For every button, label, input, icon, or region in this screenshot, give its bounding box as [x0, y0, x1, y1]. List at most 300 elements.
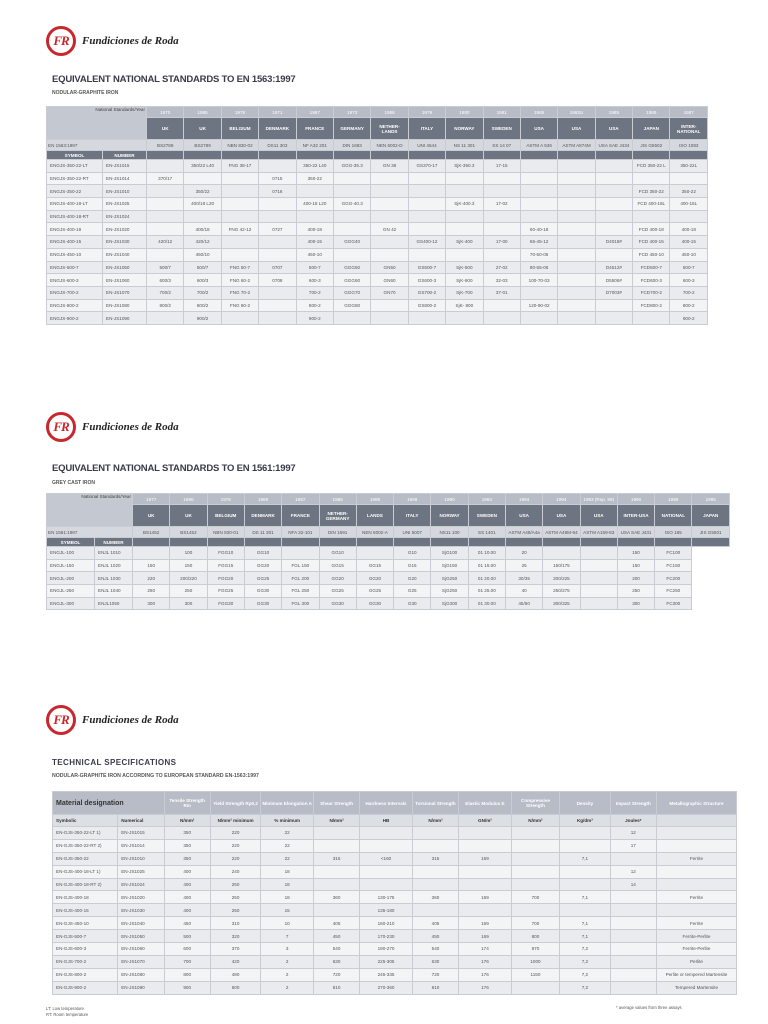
blank-header [244, 538, 281, 547]
table-row [47, 236, 708, 249]
value-cell: 420/12 [184, 236, 221, 249]
symbol-cell: ENGJS-400-18 [47, 223, 103, 236]
value-cell [313, 878, 359, 891]
numerical-cell: EN-JS1024 [118, 878, 164, 891]
year-cell: 1969 [394, 494, 431, 505]
value-cell: 810 [412, 981, 458, 994]
value-cell: 300 [170, 597, 207, 610]
value-cell: 18 [261, 865, 314, 878]
value-cell: SjK-400.3 [446, 198, 483, 211]
blank-header [617, 538, 654, 547]
value-cell: 900-2 [670, 312, 708, 325]
value-cell: FGG30 [207, 597, 244, 610]
value-cell: FC250 [655, 585, 692, 598]
country-cell: LANDS [356, 505, 393, 527]
year-cell: 1990 [617, 494, 654, 505]
value-cell: 250/275 [543, 585, 580, 598]
symbol-cell: ENGJL-200 [47, 572, 95, 585]
value-cell [360, 878, 413, 891]
country-cell: UK [147, 118, 184, 140]
value-cell: GN60 [371, 274, 408, 287]
value-cell [446, 210, 483, 223]
value-cell: GGG70 [333, 286, 370, 299]
value-cell: 169 [459, 930, 512, 943]
value-cell: 800-2 [670, 299, 708, 312]
standard-cell: ASTM A 536 [520, 140, 557, 151]
value-cell: 870 [511, 943, 559, 956]
section1-title: EQUIVALENT NATIONAL STANDARDS TO EN 1563:1997 [52, 74, 296, 85]
number-cell: ENJL1050 [95, 597, 133, 610]
number-cell: EN-JS1090 [103, 312, 147, 325]
value-cell: 1150 [511, 968, 559, 981]
value-cell: 7,2 [560, 968, 611, 981]
value-cell [446, 185, 483, 198]
company-logo-2 [46, 412, 179, 442]
standard-cell: DIN 1691 [319, 527, 356, 538]
section1-subtitle: NODULAR-GRAPHITE IRON [52, 90, 119, 96]
value-cell: 27-02 [483, 261, 520, 274]
standard-cell: BS1452 [133, 527, 170, 538]
value-cell: 315 [412, 852, 458, 865]
value-cell [412, 865, 458, 878]
country-cell: NETHER-GERMANY [319, 505, 356, 527]
number-cell: EN-JS1040 [103, 248, 147, 261]
value-cell [459, 904, 512, 917]
fr-logo-icon: FR [46, 26, 76, 56]
country-cell: NATIONAL [655, 505, 692, 527]
blank-header [483, 151, 520, 160]
property-header: Elastic Modulus E [459, 792, 512, 815]
value-cell [371, 185, 408, 198]
blank-header [655, 538, 692, 547]
table-row [53, 865, 737, 878]
value-cell: 169 [459, 917, 512, 930]
country-cell: GERMANY [333, 118, 370, 140]
value-cell: 150 [133, 559, 170, 572]
standard-cell: NFA 32-101 [282, 527, 319, 538]
value-cell: 18 [261, 891, 314, 904]
value-cell [147, 312, 184, 325]
value-cell: 250 [170, 585, 207, 598]
symbolic-cell: EN-GJS-400-15 [53, 904, 118, 917]
standard-cell: USA SAE J431 [617, 527, 654, 538]
value-cell: 900-2 [296, 312, 333, 325]
year-cell: 1986 [655, 494, 692, 505]
value-cell: 450/10 [184, 248, 221, 261]
value-cell: 400 [164, 891, 210, 904]
country-cell: INTER-USA [617, 505, 654, 527]
property-header: Tensile Strength Rm [164, 792, 210, 815]
value-cell: 450-10 [670, 248, 708, 261]
value-cell [221, 210, 258, 223]
value-cell [520, 198, 557, 211]
unit-header: Joules* [610, 815, 656, 827]
value-cell [558, 210, 595, 223]
symbolic-cell: EN-GJS-600-3 [53, 943, 118, 956]
value-cell: 800 [164, 968, 210, 981]
value-cell: 22 [261, 839, 314, 852]
value-cell: Ferrite [656, 891, 736, 904]
value-cell: 7,1 [560, 917, 611, 930]
year-cell: 1969 [244, 494, 281, 505]
value-cell [558, 172, 595, 185]
standard-cell: BS1452 [170, 527, 207, 538]
section3-subtitle: NODULAR-GRAPHITE IRON ACCORDING TO EUROPEAN STANDARD EN-1563:1997 [52, 773, 259, 779]
year-cell: 1987 [670, 107, 708, 118]
value-cell: 450-10 [296, 248, 333, 261]
year-cell: 1985 [520, 107, 557, 118]
base-standard-label: EN 1563:1997 [47, 140, 147, 151]
country-cell: UK [133, 505, 170, 527]
value-cell: 70-50-05 [520, 248, 557, 261]
year-cell: 1990 [431, 494, 468, 505]
value-cell [446, 248, 483, 261]
symbol-cell: ENGJS-600-3 [47, 274, 103, 287]
symbol-cell: ENGJS-450-10 [47, 248, 103, 261]
value-cell: Ferrite-Perlite [656, 930, 736, 943]
value-cell: 176 [459, 955, 512, 968]
standard-row [47, 140, 708, 151]
unit-header: N/mm² [164, 815, 210, 827]
value-cell: 320 [210, 930, 261, 943]
value-cell [412, 827, 458, 840]
value-cell: GG10 [244, 547, 281, 560]
value-cell: 130-175 [360, 891, 413, 904]
year-cell: 1984 [468, 494, 505, 505]
value-cell [408, 223, 445, 236]
table-row [47, 547, 730, 560]
numerical-cell: EN-JS1014 [118, 839, 164, 852]
value-cell: 540 [313, 943, 359, 956]
table-row [47, 160, 708, 173]
value-cell [412, 904, 458, 917]
value-cell: 400/18 L20 [184, 198, 221, 211]
value-cell [221, 185, 258, 198]
value-cell: 150 [170, 559, 207, 572]
value-cell [371, 236, 408, 249]
number-cell: EN-JS1014 [103, 172, 147, 185]
value-cell: GG15 [319, 559, 356, 572]
value-cell: 400-18 [296, 223, 333, 236]
company-name: Fundiciones de Roda [82, 714, 179, 726]
value-cell [221, 312, 258, 325]
unit-header: Symbolic [53, 815, 118, 827]
value-cell: 200 [617, 572, 654, 585]
standard-cell: JIS G5502 [633, 140, 670, 151]
value-cell: 500-7 [670, 261, 708, 274]
value-cell: 0727 [259, 223, 296, 236]
country-cell: FRANCE [282, 505, 319, 527]
value-cell [595, 210, 632, 223]
blank-header [259, 151, 296, 160]
value-cell [511, 878, 559, 891]
value-cell [580, 559, 617, 572]
value-cell: GG25 [244, 572, 281, 585]
year-cell: 1985 [319, 494, 356, 505]
value-cell [511, 865, 559, 878]
value-cell: 300/325 [543, 597, 580, 610]
number-header: NUMBER [95, 538, 133, 547]
standard-cell: NS11 100 [431, 527, 468, 538]
value-cell [333, 210, 370, 223]
value-cell [560, 865, 611, 878]
value-cell: 350-22 [670, 185, 708, 198]
blank-header [543, 538, 580, 547]
value-cell: 240 [210, 865, 261, 878]
year-cell: 1985 [184, 107, 221, 118]
value-cell: 100 [170, 547, 207, 560]
fr-logo-icon: FR [46, 412, 76, 442]
property-header: Torsional Strength [412, 792, 458, 815]
value-cell [558, 248, 595, 261]
value-cell: 7,2 [560, 981, 611, 994]
unit-header: % minimum [261, 815, 314, 827]
standard-cell: NEN 6002-A [356, 527, 393, 538]
value-cell: SjK- 800 [446, 299, 483, 312]
year-cell: 1994 [543, 494, 580, 505]
value-cell [313, 865, 359, 878]
value-cell: 315 [313, 852, 359, 865]
blank-header [633, 151, 670, 160]
table-row [53, 891, 737, 904]
value-cell [333, 248, 370, 261]
standard-cell: ASTM A159-83 [580, 527, 617, 538]
table-row [53, 827, 737, 840]
value-cell: 20 [505, 547, 542, 560]
standard-cell: USA SAE J434 [595, 140, 632, 151]
table-row [53, 878, 737, 891]
value-cell: FNG 80-2 [221, 299, 258, 312]
value-cell: 700 [164, 955, 210, 968]
value-cell: FGL 200 [282, 572, 319, 585]
standard-cell: DS11 303 [259, 140, 296, 151]
standard-cell: BS2789 [184, 140, 221, 151]
blank-header [558, 151, 595, 160]
value-cell: 169 [459, 891, 512, 904]
symbol-cell: ENGJS-900-2 [47, 312, 103, 325]
value-cell: 15 [261, 904, 314, 917]
value-cell: 01 15.00 [468, 559, 505, 572]
value-cell: 630 [313, 955, 359, 968]
property-header: Yield Strength Rp0,2 [210, 792, 261, 815]
table-row [53, 968, 737, 981]
standard-cell: NS 11 301 [446, 140, 483, 151]
country-cell: SWEDEN [483, 118, 520, 140]
country-cell: DENMARK [259, 118, 296, 140]
value-cell [610, 904, 656, 917]
value-cell: GGG80 [333, 299, 370, 312]
standard-cell: SS 1401 [468, 527, 505, 538]
number-cell: ENJL 1040 [95, 585, 133, 598]
value-cell: 540 [412, 943, 458, 956]
value-cell [408, 312, 445, 325]
value-cell: GN70 [371, 286, 408, 299]
table-row [47, 572, 730, 585]
symbolic-cell: EN-GJS-800-2 [53, 968, 118, 981]
value-cell: 500/7 [184, 261, 221, 274]
value-cell: 7,1 [560, 891, 611, 904]
value-cell: 30/35 [505, 572, 542, 585]
unit-header: HB [360, 815, 413, 827]
value-cell: 450 [313, 930, 359, 943]
value-cell: G20 [394, 572, 431, 585]
footnote-lt: LT: Low temperature [46, 1006, 84, 1011]
value-cell: GGG-40.3 [333, 198, 370, 211]
numerical-cell: EN-JS1015 [118, 827, 164, 840]
value-cell: 300 [133, 597, 170, 610]
country-cell: ITALY [408, 118, 445, 140]
value-cell: 12 [610, 827, 656, 840]
standard-cell: NF A32 201 [296, 140, 333, 151]
grey-iron-standards-table [46, 493, 730, 610]
value-cell: SjK-400 [446, 236, 483, 249]
value-cell: 12 [610, 865, 656, 878]
value-cell: 01 25.00 [468, 585, 505, 598]
asterisk-note: * average values from three assays [616, 1005, 682, 1010]
value-cell: 176 [459, 981, 512, 994]
country-cell: FRANCE [296, 118, 333, 140]
blank-header [468, 538, 505, 547]
table-row [47, 559, 730, 572]
value-cell: 800/2 [184, 299, 221, 312]
value-cell: GS800-2 [408, 299, 445, 312]
standard-row [47, 527, 730, 538]
value-cell: SjG250 [431, 585, 468, 598]
value-cell [360, 839, 413, 852]
value-cell: FCD800-2 [633, 299, 670, 312]
value-cell: 17-15 [483, 160, 520, 173]
value-cell: FGL 300 [282, 597, 319, 610]
value-cell: 400-18 [670, 223, 708, 236]
value-cell: G10 [394, 547, 431, 560]
value-cell: GG20 [319, 572, 356, 585]
number-header: NUMBER [103, 151, 147, 160]
table-row [47, 312, 708, 325]
blank-header [408, 151, 445, 160]
value-cell: FGG20 [207, 572, 244, 585]
value-cell: GGG60 [333, 274, 370, 287]
table-row [53, 955, 737, 968]
value-cell [656, 904, 736, 917]
value-cell: 480 [210, 968, 261, 981]
unit-header: N/mm² [313, 815, 359, 827]
value-cell [408, 185, 445, 198]
value-cell: 0715 [259, 172, 296, 185]
numerical-cell: EN-JS1010 [118, 852, 164, 865]
value-cell: FCD 400-18 [633, 223, 670, 236]
symbol-cell: ENGJS-350-22 [47, 185, 103, 198]
country-cell: UK [170, 505, 207, 527]
table-row [47, 274, 708, 287]
corner-label: National Standards/Year [47, 494, 133, 527]
value-cell: 600-3 [296, 274, 333, 287]
symbolic-cell: EN-GJS-700-2 [53, 955, 118, 968]
value-cell: 2 [261, 968, 314, 981]
company-name: Fundiciones de Roda [82, 35, 179, 47]
column-header-row [47, 151, 708, 160]
year-cell: 1994 [505, 494, 542, 505]
blank-header [394, 538, 431, 547]
property-header: Minimum Elongation A [261, 792, 314, 815]
blank-header [371, 151, 408, 160]
value-cell: 7,1 [560, 930, 611, 943]
value-cell [580, 572, 617, 585]
table-row [47, 223, 708, 236]
value-cell: FGG25 [207, 585, 244, 598]
value-cell: FNG 38-17 [221, 160, 258, 173]
number-cell: EN-JS1020 [103, 223, 147, 236]
value-cell [558, 185, 595, 198]
value-cell: 0707 [259, 261, 296, 274]
value-cell [221, 198, 258, 211]
value-cell: 120-90-02 [520, 299, 557, 312]
numerical-cell: EN-JS1040 [118, 917, 164, 930]
material-designation-header: Material designation [53, 792, 165, 815]
country-cell: INTER-NATIONAL [670, 118, 708, 140]
numerical-cell: EN-JS1030 [118, 904, 164, 917]
numerical-cell: EN-JS1020 [118, 891, 164, 904]
number-cell: EN-JS1050 [103, 261, 147, 274]
blank-header [207, 538, 244, 547]
standard-cell: BS2789 [147, 140, 184, 151]
value-cell: 60-40-18 [520, 223, 557, 236]
value-cell: 200/220 [170, 572, 207, 585]
value-cell [558, 286, 595, 299]
value-cell: 100-70-03 [520, 274, 557, 287]
value-cell [520, 286, 557, 299]
value-cell: FCD500-7 [633, 261, 670, 274]
value-cell: 135-180 [360, 904, 413, 917]
value-cell: 630 [412, 955, 458, 968]
value-cell [446, 172, 483, 185]
value-cell: 450 [164, 917, 210, 930]
value-cell [371, 172, 408, 185]
number-cell: EN-JS1025 [103, 198, 147, 211]
value-cell: 720 [412, 968, 458, 981]
country-cell: NORWAY [431, 505, 468, 527]
value-cell [511, 904, 559, 917]
blank-header [319, 538, 356, 547]
value-cell: 250 [210, 878, 261, 891]
value-cell: 80-55-06 [520, 261, 557, 274]
standard-cell: JIS G5501 [692, 527, 730, 538]
blank-header [221, 151, 258, 160]
value-cell [296, 185, 333, 198]
symbol-header: SYMBOL [47, 538, 95, 547]
symbolic-cell: EN-GJS-400-18-LT 1) [53, 865, 118, 878]
value-cell: 220 [210, 852, 261, 865]
year-cell: 1985 [595, 107, 632, 118]
value-cell: 600/3 [184, 274, 221, 287]
value-cell [520, 210, 557, 223]
country-cell: USA [558, 118, 595, 140]
number-cell: EN-JS1030 [103, 236, 147, 249]
unit-header: Numerical [118, 815, 164, 827]
value-cell: 174 [459, 943, 512, 956]
value-cell [333, 223, 370, 236]
value-cell [221, 172, 258, 185]
value-cell [610, 981, 656, 994]
value-cell [610, 968, 656, 981]
country-cell: DENMARK [244, 505, 281, 527]
blank-header [296, 151, 333, 160]
corner-label: National Standards/Year [47, 107, 147, 140]
symbolic-cell: EN-GJS-350-22 [53, 852, 118, 865]
value-cell: 45/50 [505, 597, 542, 610]
symbol-cell: ENGJS-400-18-LT [47, 198, 103, 211]
value-cell [656, 865, 736, 878]
year-cell: 1971 [259, 107, 296, 118]
